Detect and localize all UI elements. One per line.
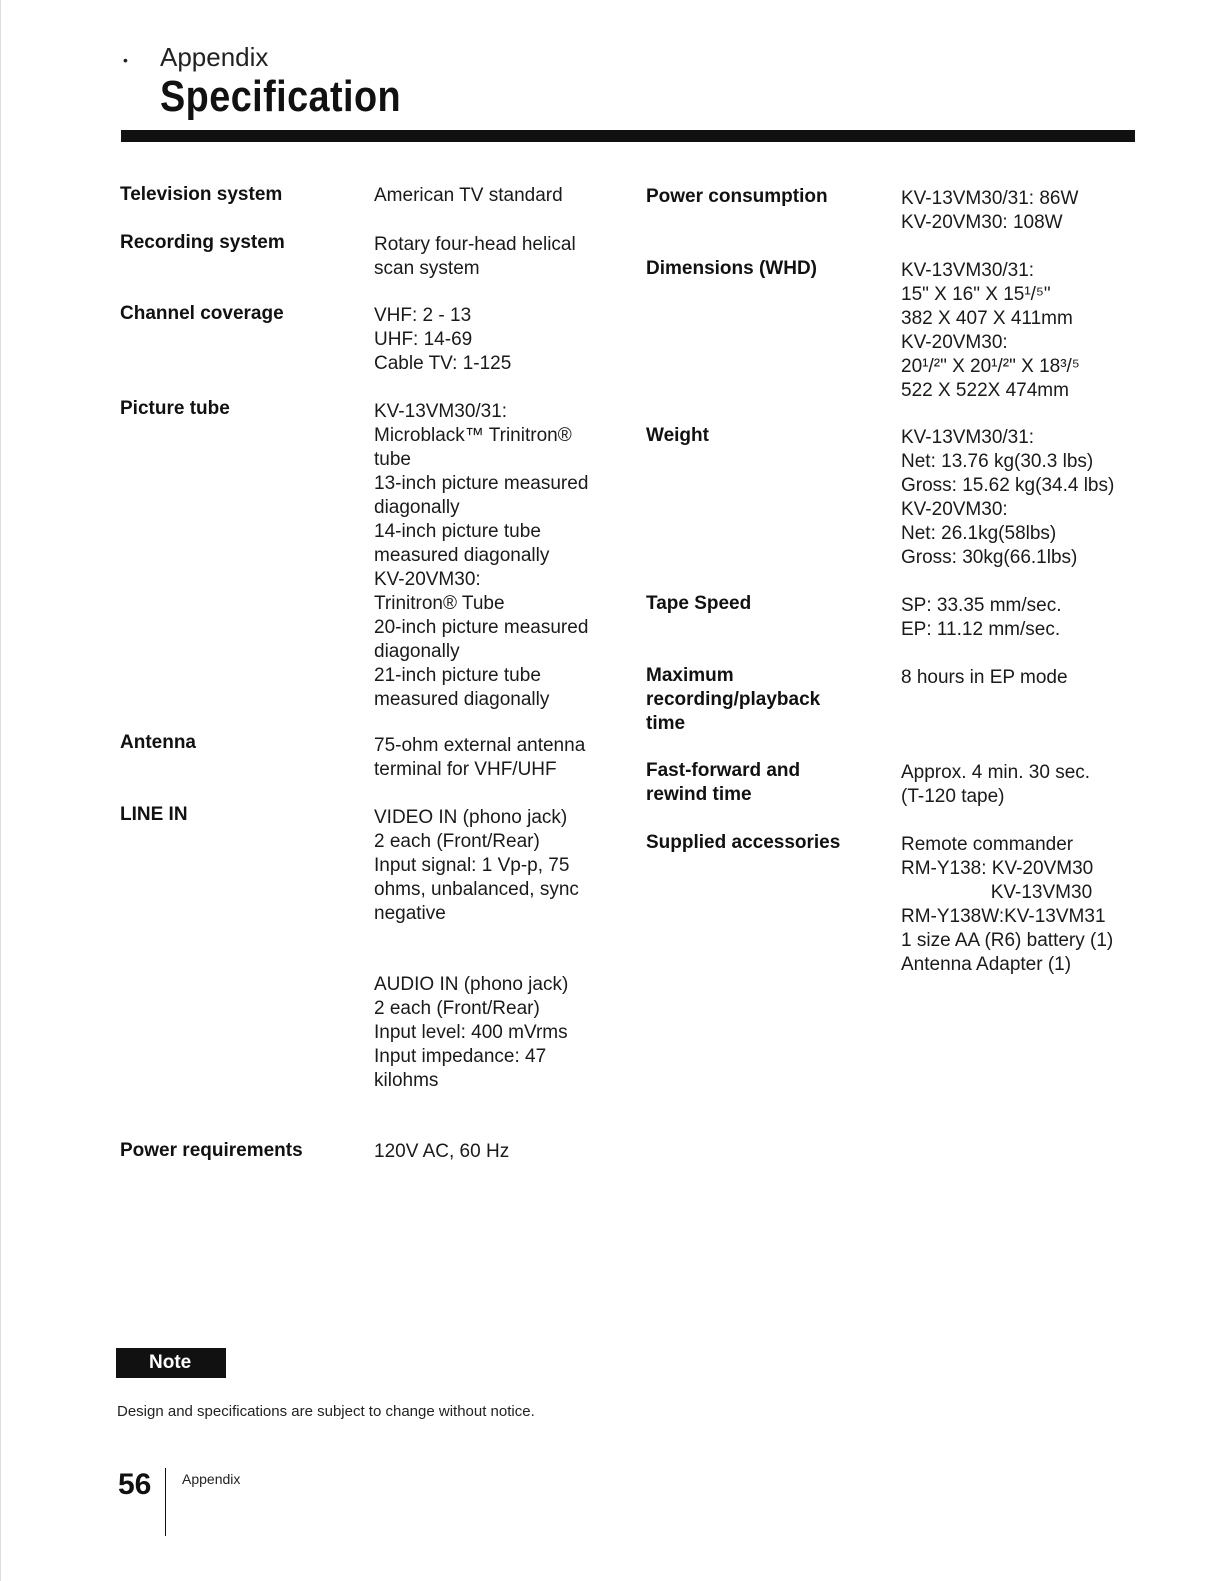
- page-number: 56: [118, 1468, 152, 1501]
- spec-label: Power requirements: [120, 1140, 303, 1161]
- spec-label: Recording system: [120, 232, 285, 253]
- spec-label: Television system: [120, 184, 283, 205]
- page-title: Specification: [160, 72, 402, 121]
- spec-label: LINE IN: [120, 804, 188, 825]
- spec-value: Rotary four-head helical scan system: [374, 234, 576, 279]
- spec-value: 120V AC, 60 Hz: [374, 1141, 510, 1162]
- spec-label: Antenna: [120, 732, 196, 753]
- spec-value: KV-13VM30/31: Net: 13.76 kg(30.3 lbs) Gross: 15.62 kg(34.4 lbs) KV-20VM30: Net: 26.1kg(58lbs) Gross: 30kg(66.1lbs): [901, 427, 1115, 568]
- spec-value: KV-13VM30/31: 86W KV-20VM30: 108W: [901, 188, 1079, 233]
- spec-label: Dimensions (WHD): [646, 258, 817, 279]
- section-label: Appendix: [160, 42, 269, 72]
- spec-label: Tape Speed: [646, 593, 752, 614]
- spec-label: Picture tube: [120, 398, 230, 419]
- note-badge: Note: [116, 1348, 226, 1378]
- spec-value: American TV standard: [374, 185, 563, 206]
- footer-divider: [165, 1468, 166, 1536]
- spec-value: Remote commander RM-Y138: KV-20VM30 KV-13VM30 RM-Y138W:KV-13VM31 1 size AA (R6) battery (1) Antenna Adapter (1): [901, 834, 1114, 975]
- spec-value: 8 hours in EP mode: [901, 667, 1068, 688]
- spec-value: KV-13VM30/31: Microblack™ Trinitron® tube 13-inch picture measured diagonally 14-inch picture tube measured diagonally KV-20VM30: Trinitron® Tube 20-inch picture measured diagonally 21-inch picture tube measured diagonally: [374, 401, 589, 710]
- spec-label: Fast-forward and rewind time: [646, 760, 801, 805]
- spec-label: Power consumption: [646, 186, 828, 207]
- spec-value: AUDIO IN (phono jack) 2 each (Front/Rear) Input level: 400 mVrms Input impedance: 47 kilohms: [374, 974, 569, 1091]
- spec-label: Supplied accessories: [646, 832, 841, 853]
- bullet-mark: •: [123, 52, 128, 68]
- spec-value: KV-13VM30/31: 15" X 16" X 15¹/⁵" 382 X 407 X 411mm KV-20VM30: 20¹/²" X 20¹/²" X 18³/⁵ 522 X 522X 474mm: [901, 260, 1080, 401]
- spec-value: 75-ohm external antenna terminal for VHF/UHF: [374, 735, 586, 780]
- footer-section-label: Appendix: [182, 1471, 241, 1487]
- spec-value: VHF: 2 - 13 UHF: 14-69 Cable TV: 1-125: [374, 305, 512, 374]
- spec-label: Maximum recording/playback time: [646, 665, 821, 734]
- spec-label: Weight: [646, 425, 709, 446]
- spec-value: VIDEO IN (phono jack) 2 each (Front/Rear) Input signal: 1 Vp-p, 75 ohms, unbalanced, sync negative: [374, 807, 579, 924]
- spec-label: Channel coverage: [120, 303, 284, 324]
- spec-value: SP: 33.35 mm/sec. EP: 11.12 mm/sec.: [901, 595, 1062, 640]
- page-edge: [0, 0, 1, 1581]
- note-text: Design and specifications are subject to change without notice.: [117, 1403, 535, 1420]
- title-rule: [121, 130, 1135, 142]
- spec-value: Approx. 4 min. 30 sec. (T-120 tape): [901, 762, 1091, 807]
